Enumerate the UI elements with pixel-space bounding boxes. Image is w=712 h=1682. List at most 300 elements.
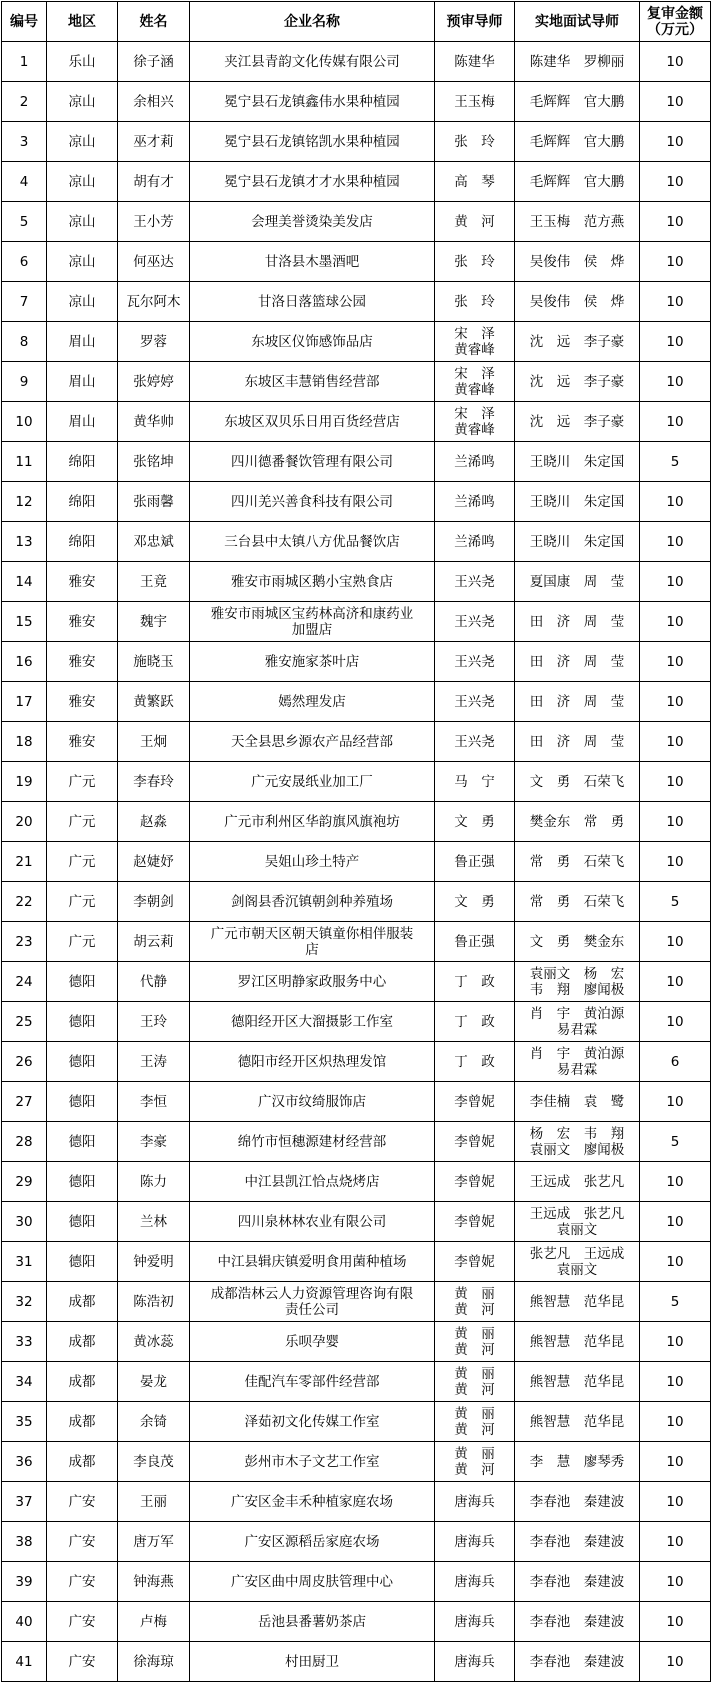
- header-pre-review-mentor: 预审导师: [435, 2, 515, 42]
- cell-name: 余锜: [118, 1402, 190, 1442]
- cell-review-amount: 10: [640, 842, 711, 882]
- cell-review-amount: 10: [640, 1322, 711, 1362]
- cell-company: 绵竹市恒穗源建材经营部: [190, 1122, 435, 1162]
- cell-onsite-mentor: 李春池 秦建波: [515, 1522, 640, 1562]
- cell-pre-review-mentor: 丁 政: [435, 1042, 515, 1082]
- cell-pre-review-mentor: 鲁正强: [435, 922, 515, 962]
- cell-number: 33: [2, 1322, 47, 1362]
- cell-pre-review-mentor: 李曾妮: [435, 1122, 515, 1162]
- table-row: [2, 362, 711, 402]
- cell-number: 25: [2, 1002, 47, 1042]
- cell-region: 绵阳: [47, 482, 118, 522]
- cell-number: 17: [2, 682, 47, 722]
- table-row: [2, 842, 711, 882]
- cell-region: 广安: [47, 1602, 118, 1642]
- cell-region: 成都: [47, 1362, 118, 1402]
- cell-review-amount: 10: [640, 82, 711, 122]
- cell-name: 陈力: [118, 1162, 190, 1202]
- cell-company: 乐呗孕婴: [190, 1322, 435, 1362]
- table-row: [2, 1322, 711, 1362]
- cell-number: 19: [2, 762, 47, 802]
- cell-pre-review-mentor: 马 宁: [435, 762, 515, 802]
- cell-number: 35: [2, 1402, 47, 1442]
- cell-review-amount: 10: [640, 282, 711, 322]
- cell-onsite-mentor: 毛辉辉 官大鹏: [515, 122, 640, 162]
- cell-onsite-mentor: 熊智慧 范华昆: [515, 1402, 640, 1442]
- cell-name: 徐子涵: [118, 42, 190, 82]
- cell-region: 广安: [47, 1522, 118, 1562]
- cell-onsite-mentor: 沈 远 李子豪: [515, 362, 640, 402]
- cell-company: 德阳市经开区炽热理发馆: [190, 1042, 435, 1082]
- table-row: [2, 1202, 711, 1242]
- cell-review-amount: 10: [640, 1242, 711, 1282]
- cell-region: 成都: [47, 1442, 118, 1482]
- header-company: 企业名称: [190, 2, 435, 42]
- cell-number: 27: [2, 1082, 47, 1122]
- cell-company: 四川羌兴善食科技有限公司: [190, 482, 435, 522]
- cell-name: 李春玲: [118, 762, 190, 802]
- cell-company: 岳池县番薯奶茶店: [190, 1602, 435, 1642]
- cell-name: 代静: [118, 962, 190, 1002]
- cell-onsite-mentor: 王晓川 朱定国: [515, 522, 640, 562]
- cell-region: 凉山: [47, 202, 118, 242]
- cell-name: 王玲: [118, 1002, 190, 1042]
- table-row: [2, 1082, 711, 1122]
- cell-pre-review-mentor: 唐海兵: [435, 1482, 515, 1522]
- cell-name: 王竟: [118, 562, 190, 602]
- cell-name: 王涛: [118, 1042, 190, 1082]
- cell-pre-review-mentor: 黄 丽 黄 河: [435, 1322, 515, 1362]
- table-row: [2, 1402, 711, 1442]
- cell-review-amount: 10: [640, 682, 711, 722]
- cell-region: 绵阳: [47, 522, 118, 562]
- cell-pre-review-mentor: 兰浠鸣: [435, 482, 515, 522]
- cell-company: 德阳经开区大溜摄影工作室: [190, 1002, 435, 1042]
- table-row: [2, 42, 711, 82]
- cell-pre-review-mentor: 张 玲: [435, 242, 515, 282]
- cell-onsite-mentor: 李春池 秦建波: [515, 1642, 640, 1682]
- cell-company: 广元市利州区华韵旗风旗袍坊: [190, 802, 435, 842]
- cell-number: 32: [2, 1282, 47, 1322]
- cell-name: 黄繁跃: [118, 682, 190, 722]
- cell-region: 凉山: [47, 282, 118, 322]
- cell-review-amount: 10: [640, 1522, 711, 1562]
- cell-review-amount: 10: [640, 362, 711, 402]
- cell-pre-review-mentor: 唐海兵: [435, 1602, 515, 1642]
- cell-name: 徐海琼: [118, 1642, 190, 1682]
- cell-company: 中江县凯江恰点烧烤店: [190, 1162, 435, 1202]
- cell-number: 6: [2, 242, 47, 282]
- table-row: [2, 1002, 711, 1042]
- cell-region: 成都: [47, 1402, 118, 1442]
- cell-pre-review-mentor: 宋 泽 黄睿峰: [435, 362, 515, 402]
- cell-region: 雅安: [47, 722, 118, 762]
- cell-region: 眉山: [47, 402, 118, 442]
- cell-number: 15: [2, 602, 47, 642]
- cell-number: 11: [2, 442, 47, 482]
- cell-number: 41: [2, 1642, 47, 1682]
- cell-region: 凉山: [47, 162, 118, 202]
- header-onsite-mentor: 实地面试导师: [515, 2, 640, 42]
- cell-review-amount: 10: [640, 162, 711, 202]
- cell-name: 张铭坤: [118, 442, 190, 482]
- cell-number: 9: [2, 362, 47, 402]
- table-row: [2, 1602, 711, 1642]
- cell-pre-review-mentor: 李曾妮: [435, 1162, 515, 1202]
- cell-onsite-mentor: 常 勇 石荣飞: [515, 882, 640, 922]
- cell-name: 张婷婷: [118, 362, 190, 402]
- cell-pre-review-mentor: 兰浠鸣: [435, 522, 515, 562]
- cell-pre-review-mentor: 黄 丽 黄 河: [435, 1362, 515, 1402]
- cell-pre-review-mentor: 黄 河: [435, 202, 515, 242]
- cell-company: 夹江县青韵文化传媒有限公司: [190, 42, 435, 82]
- cell-region: 广元: [47, 802, 118, 842]
- cell-region: 雅安: [47, 642, 118, 682]
- cell-name: 赵婕妤: [118, 842, 190, 882]
- table-row: [2, 722, 711, 762]
- cell-company: 天全县思乡源农产品经营部: [190, 722, 435, 762]
- cell-name: 罗蓉: [118, 322, 190, 362]
- cell-number: 28: [2, 1122, 47, 1162]
- cell-number: 39: [2, 1562, 47, 1602]
- cell-region: 德阳: [47, 1082, 118, 1122]
- cell-number: 12: [2, 482, 47, 522]
- cell-region: 眉山: [47, 362, 118, 402]
- table-row: [2, 922, 711, 962]
- cell-region: 广元: [47, 882, 118, 922]
- cell-name: 钟爱明: [118, 1242, 190, 1282]
- cell-region: 广元: [47, 762, 118, 802]
- cell-review-amount: 10: [640, 1082, 711, 1122]
- cell-name: 钟海燕: [118, 1562, 190, 1602]
- cell-company: 吴姐山珍土特产: [190, 842, 435, 882]
- table-row: [2, 642, 711, 682]
- cell-number: 23: [2, 922, 47, 962]
- cell-company: 甘洛县木墨酒吧: [190, 242, 435, 282]
- cell-company: 剑阁县香沉镇朝剑种养殖场: [190, 882, 435, 922]
- cell-onsite-mentor: 张艺凡 王远成 袁丽文: [515, 1242, 640, 1282]
- cell-name: 李朝剑: [118, 882, 190, 922]
- cell-review-amount: 5: [640, 882, 711, 922]
- cell-name: 胡有才: [118, 162, 190, 202]
- cell-onsite-mentor: 李 慧 廖琴秀: [515, 1442, 640, 1482]
- cell-pre-review-mentor: 王兴尧: [435, 602, 515, 642]
- cell-region: 德阳: [47, 1122, 118, 1162]
- cell-pre-review-mentor: 宋 泽 黄睿峰: [435, 322, 515, 362]
- cell-company: 广汉市纹绮服饰店: [190, 1082, 435, 1122]
- cell-company: 甘洛日落篮球公园: [190, 282, 435, 322]
- cell-pre-review-mentor: 王兴尧: [435, 722, 515, 762]
- cell-pre-review-mentor: 丁 政: [435, 1002, 515, 1042]
- cell-name: 晏龙: [118, 1362, 190, 1402]
- cell-company: 彭州市木子文艺工作室: [190, 1442, 435, 1482]
- cell-company: 冕宁县石龙镇鑫伟水果种植园: [190, 82, 435, 122]
- cell-onsite-mentor: 田 济 周 莹: [515, 602, 640, 642]
- cell-onsite-mentor: 田 济 周 莹: [515, 682, 640, 722]
- cell-company: 广安区源稻岳家庭农场: [190, 1522, 435, 1562]
- cell-review-amount: 10: [640, 802, 711, 842]
- cell-company: 四川德番餐饮管理有限公司: [190, 442, 435, 482]
- cell-number: 8: [2, 322, 47, 362]
- table-row: [2, 242, 711, 282]
- cell-region: 德阳: [47, 1162, 118, 1202]
- cell-review-amount: 10: [640, 202, 711, 242]
- table-row: [2, 1122, 711, 1162]
- cell-onsite-mentor: 王晓川 朱定国: [515, 442, 640, 482]
- cell-number: 7: [2, 282, 47, 322]
- cell-pre-review-mentor: 宋 泽 黄睿峰: [435, 402, 515, 442]
- cell-name: 施晓玉: [118, 642, 190, 682]
- cell-review-amount: 10: [640, 922, 711, 962]
- cell-pre-review-mentor: 王兴尧: [435, 682, 515, 722]
- cell-name: 张雨馨: [118, 482, 190, 522]
- cell-region: 乐山: [47, 42, 118, 82]
- table-row: [2, 1522, 711, 1562]
- cell-onsite-mentor: 李春池 秦建波: [515, 1562, 640, 1602]
- cell-name: 王丽: [118, 1482, 190, 1522]
- cell-region: 凉山: [47, 122, 118, 162]
- cell-review-amount: 10: [640, 1562, 711, 1602]
- cell-name: 黄冰蕊: [118, 1322, 190, 1362]
- cell-region: 凉山: [47, 82, 118, 122]
- cell-region: 德阳: [47, 1002, 118, 1042]
- cell-number: 34: [2, 1362, 47, 1402]
- cell-company: 广元市朝天区朝天镇童你相伴服装 店: [190, 922, 435, 962]
- cell-company: 四川泉林林农业有限公司: [190, 1202, 435, 1242]
- cell-review-amount: 10: [640, 322, 711, 362]
- cell-region: 德阳: [47, 962, 118, 1002]
- cell-region: 雅安: [47, 562, 118, 602]
- cell-company: 罗江区明静家政服务中心: [190, 962, 435, 1002]
- cell-region: 德阳: [47, 1042, 118, 1082]
- table-row: [2, 802, 711, 842]
- cell-review-amount: 10: [640, 1642, 711, 1682]
- cell-region: 广安: [47, 1642, 118, 1682]
- cell-review-amount: 10: [640, 1482, 711, 1522]
- cell-region: 广安: [47, 1482, 118, 1522]
- cell-onsite-mentor: 熊智慧 范华昆: [515, 1282, 640, 1322]
- table-row: [2, 1042, 711, 1082]
- cell-review-amount: 10: [640, 562, 711, 602]
- cell-name: 巫才莉: [118, 122, 190, 162]
- cell-pre-review-mentor: 王兴尧: [435, 642, 515, 682]
- cell-pre-review-mentor: 唐海兵: [435, 1562, 515, 1602]
- cell-number: 16: [2, 642, 47, 682]
- cell-onsite-mentor: 李春池 秦建波: [515, 1602, 640, 1642]
- cell-review-amount: 10: [640, 1362, 711, 1402]
- cell-name: 李豪: [118, 1122, 190, 1162]
- cell-company: 东坡区丰慧销售经营部: [190, 362, 435, 402]
- cell-review-amount: 10: [640, 242, 711, 282]
- cell-number: 4: [2, 162, 47, 202]
- cell-number: 37: [2, 1482, 47, 1522]
- result-table: [1, 1, 711, 1682]
- cell-onsite-mentor: 沈 远 李子豪: [515, 402, 640, 442]
- cell-review-amount: 10: [640, 122, 711, 162]
- cell-name: 兰林: [118, 1202, 190, 1242]
- cell-company: 村田厨卫: [190, 1642, 435, 1682]
- cell-pre-review-mentor: 鲁正强: [435, 842, 515, 882]
- cell-onsite-mentor: 常 勇 石荣飞: [515, 842, 640, 882]
- cell-onsite-mentor: 文 勇 石荣飞: [515, 762, 640, 802]
- cell-number: 26: [2, 1042, 47, 1082]
- cell-company: 广元安晟纸业加工厂: [190, 762, 435, 802]
- cell-name: 陈浩初: [118, 1282, 190, 1322]
- cell-review-amount: 10: [640, 602, 711, 642]
- table-row: [2, 282, 711, 322]
- cell-onsite-mentor: 毛辉辉 官大鹏: [515, 82, 640, 122]
- table-row: [2, 1442, 711, 1482]
- cell-name: 瓦尔阿木: [118, 282, 190, 322]
- cell-pre-review-mentor: 黄 丽 黄 河: [435, 1442, 515, 1482]
- table-row: [2, 1562, 711, 1602]
- cell-pre-review-mentor: 王兴尧: [435, 562, 515, 602]
- cell-onsite-mentor: 沈 远 李子豪: [515, 322, 640, 362]
- table-row: [2, 1282, 711, 1322]
- cell-pre-review-mentor: 黄 丽 黄 河: [435, 1282, 515, 1322]
- cell-name: 卢梅: [118, 1602, 190, 1642]
- cell-onsite-mentor: 吴俊伟 侯 烨: [515, 282, 640, 322]
- cell-name: 魏宇: [118, 602, 190, 642]
- cell-pre-review-mentor: 唐海兵: [435, 1522, 515, 1562]
- cell-onsite-mentor: 王晓川 朱定国: [515, 482, 640, 522]
- cell-review-amount: 6: [640, 1042, 711, 1082]
- cell-review-amount: 10: [640, 522, 711, 562]
- cell-onsite-mentor: 樊金东 常 勇: [515, 802, 640, 842]
- cell-number: 31: [2, 1242, 47, 1282]
- cell-pre-review-mentor: 李曾妮: [435, 1242, 515, 1282]
- table-row: [2, 82, 711, 122]
- cell-company: 佳配汽车零部件经营部: [190, 1362, 435, 1402]
- cell-review-amount: 10: [640, 1602, 711, 1642]
- table-row: [2, 762, 711, 802]
- cell-onsite-mentor: 肖 宇 黄泊源 易君霖: [515, 1002, 640, 1042]
- cell-review-amount: 10: [640, 42, 711, 82]
- cell-company: 雅安施家茶叶店: [190, 642, 435, 682]
- cell-region: 凉山: [47, 242, 118, 282]
- cell-pre-review-mentor: 兰浠鸣: [435, 442, 515, 482]
- cell-pre-review-mentor: 陈建华: [435, 42, 515, 82]
- cell-company: 中江县辑庆镇爱明食用菌种植场: [190, 1242, 435, 1282]
- cell-region: 德阳: [47, 1242, 118, 1282]
- cell-onsite-mentor: 袁丽文 杨 宏 韦 翔 廖闻极: [515, 962, 640, 1002]
- header-review-amount: 复审金额 （万元）: [640, 2, 711, 42]
- table-row: [2, 122, 711, 162]
- cell-region: 广安: [47, 1562, 118, 1602]
- cell-number: 21: [2, 842, 47, 882]
- cell-region: 成都: [47, 1282, 118, 1322]
- cell-onsite-mentor: 陈建华 罗柳丽: [515, 42, 640, 82]
- result-table-container: [1, 1, 711, 1682]
- cell-company: 三台县中太镇八方优品餐饮店: [190, 522, 435, 562]
- cell-region: 成都: [47, 1322, 118, 1362]
- cell-review-amount: 5: [640, 442, 711, 482]
- cell-review-amount: 10: [640, 762, 711, 802]
- cell-number: 38: [2, 1522, 47, 1562]
- cell-review-amount: 10: [640, 1002, 711, 1042]
- cell-name: 胡云莉: [118, 922, 190, 962]
- cell-company: 嫣然理发店: [190, 682, 435, 722]
- cell-region: 眉山: [47, 322, 118, 362]
- cell-company: 雅安市雨城区宝药林高济和康药业 加盟店: [190, 602, 435, 642]
- cell-name: 黄华帅: [118, 402, 190, 442]
- cell-onsite-mentor: 文 勇 樊金东: [515, 922, 640, 962]
- cell-number: 13: [2, 522, 47, 562]
- cell-review-amount: 10: [640, 962, 711, 1002]
- cell-number: 40: [2, 1602, 47, 1642]
- cell-review-amount: 10: [640, 402, 711, 442]
- cell-region: 广元: [47, 842, 118, 882]
- cell-pre-review-mentor: 李曾妮: [435, 1082, 515, 1122]
- table-row: [2, 682, 711, 722]
- cell-name: 李恒: [118, 1082, 190, 1122]
- cell-pre-review-mentor: 李曾妮: [435, 1202, 515, 1242]
- cell-review-amount: 10: [640, 1162, 711, 1202]
- table-row: [2, 202, 711, 242]
- table-header-row: [2, 2, 711, 42]
- cell-review-amount: 10: [640, 642, 711, 682]
- cell-company: 广安区金丰禾种植家庭农场: [190, 1482, 435, 1522]
- cell-number: 29: [2, 1162, 47, 1202]
- cell-number: 20: [2, 802, 47, 842]
- cell-company: 冕宁县石龙镇才才水果种植园: [190, 162, 435, 202]
- cell-pre-review-mentor: 黄 丽 黄 河: [435, 1402, 515, 1442]
- cell-review-amount: 10: [640, 482, 711, 522]
- cell-number: 1: [2, 42, 47, 82]
- cell-review-amount: 5: [640, 1122, 711, 1162]
- cell-company: 会理美誉烫染美发店: [190, 202, 435, 242]
- cell-region: 雅安: [47, 682, 118, 722]
- cell-name: 唐万军: [118, 1522, 190, 1562]
- cell-region: 雅安: [47, 602, 118, 642]
- cell-number: 24: [2, 962, 47, 1002]
- cell-number: 22: [2, 882, 47, 922]
- table-row: [2, 882, 711, 922]
- cell-name: 邓忠斌: [118, 522, 190, 562]
- table-row: [2, 1162, 711, 1202]
- cell-pre-review-mentor: 丁 政: [435, 962, 515, 1002]
- cell-company: 冕宁县石龙镇铭凯水果种植园: [190, 122, 435, 162]
- cell-onsite-mentor: 肖 宇 黄泊源 易君霖: [515, 1042, 640, 1082]
- cell-onsite-mentor: 王玉梅 范方燕: [515, 202, 640, 242]
- cell-review-amount: 10: [640, 1442, 711, 1482]
- cell-pre-review-mentor: 文 勇: [435, 802, 515, 842]
- cell-onsite-mentor: 田 济 周 莹: [515, 722, 640, 762]
- cell-number: 18: [2, 722, 47, 762]
- cell-pre-review-mentor: 文 勇: [435, 882, 515, 922]
- cell-pre-review-mentor: 张 玲: [435, 122, 515, 162]
- table-row: [2, 1642, 711, 1682]
- cell-review-amount: 10: [640, 1402, 711, 1442]
- table-row: [2, 1362, 711, 1402]
- table-row: [2, 962, 711, 1002]
- table-row: [2, 562, 711, 602]
- cell-name: 何巫达: [118, 242, 190, 282]
- cell-onsite-mentor: 李春池 秦建波: [515, 1482, 640, 1522]
- table-row: [2, 162, 711, 202]
- cell-company: 东坡区双贝乐日用百货经营店: [190, 402, 435, 442]
- cell-onsite-mentor: 毛辉辉 官大鹏: [515, 162, 640, 202]
- cell-name: 王小芳: [118, 202, 190, 242]
- table-body: [2, 42, 711, 1682]
- cell-company: 广安区曲中周皮肤管理中心: [190, 1562, 435, 1602]
- cell-number: 10: [2, 402, 47, 442]
- cell-pre-review-mentor: 张 玲: [435, 282, 515, 322]
- cell-company: 成都浩林云人力资源管理咨询有限 责任公司: [190, 1282, 435, 1322]
- table-row: [2, 522, 711, 562]
- cell-company: 雅安市雨城区鹅小宝熟食店: [190, 562, 435, 602]
- header-number: 编号: [2, 2, 47, 42]
